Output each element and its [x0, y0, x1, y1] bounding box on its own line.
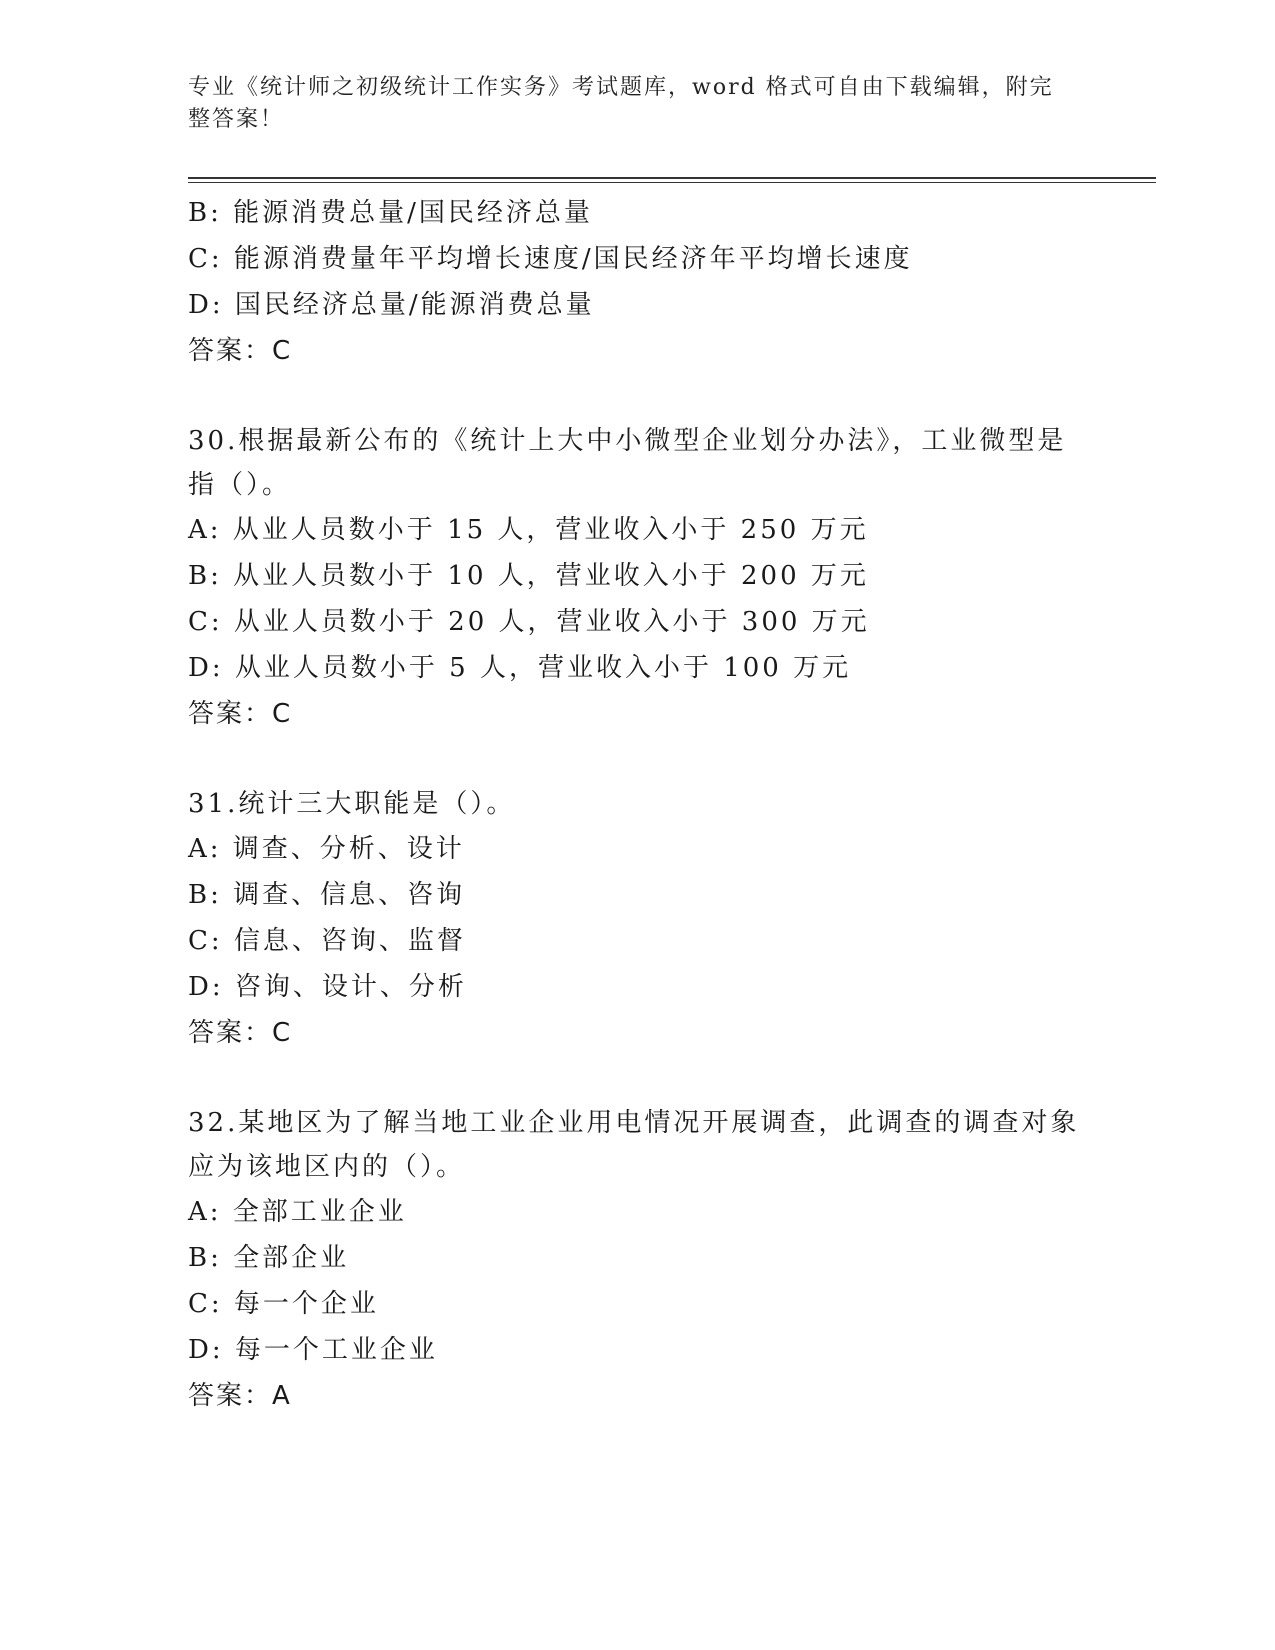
option-b: B: 从业人员数小于 10 人，营业收入小于 200 万元: [188, 561, 869, 591]
option-a: A: 调查、分析、设计: [188, 834, 465, 864]
question-list: [188, 190, 1088, 1419]
document-header: 专业《统计师之初级统计工作实务》考试题库，word 格式可自由下载编辑，附完整答案！: [188, 75, 1054, 132]
answer-text: 答案：C: [188, 336, 293, 366]
option-a: A: 从业人员数小于 15 人，营业收入小于 250 万元: [188, 515, 869, 545]
option-c: C: 从业人员数小于 20 人，营业收入小于 300 万元: [188, 607, 870, 637]
question-stem: 30.根据最新公布的《统计上大中小微型企业划分办法》，工业微型是指（）。: [188, 426, 1067, 500]
answer-text: 答案：C: [188, 1018, 293, 1048]
header-divider-thin: [188, 182, 1156, 183]
option-b: B: 全部企业: [188, 1243, 350, 1273]
option-b: B: 能源消费总量/国民经济总量: [188, 198, 593, 228]
option-c: C: 每一个企业: [188, 1289, 379, 1319]
option-c: C: 信息、咨询、监督: [188, 926, 466, 956]
question-31: [188, 782, 1088, 1056]
header-divider-thick: [188, 177, 1156, 179]
question-30: [188, 419, 1088, 737]
option-d: D: 咨询、设计、分析: [188, 972, 467, 1002]
option-d: D: 从业人员数小于 5 人，营业收入小于 100 万元: [188, 653, 852, 683]
question-29-continued: [188, 190, 1088, 374]
answer-text: 答案：A: [188, 1381, 292, 1411]
option-b: B: 调查、信息、咨询: [188, 880, 466, 910]
option-d: D: 每一个工业企业: [188, 1335, 438, 1365]
question-stem: 32.某地区为了解当地工业企业用电情况开展调查，此调查的调查对象应为该地区内的（）。: [188, 1108, 1080, 1182]
answer-text: 答案：C: [188, 699, 293, 729]
question-stem: 31.统计三大职能是（）。: [188, 789, 516, 819]
option-d: D: 国民经济总量/能源消费总量: [188, 290, 595, 320]
question-32: [188, 1101, 1088, 1419]
option-a: A: 全部工业企业: [188, 1197, 407, 1227]
option-c: C: 能源消费量年平均增长速度/国民经济年平均增长速度: [188, 244, 913, 274]
